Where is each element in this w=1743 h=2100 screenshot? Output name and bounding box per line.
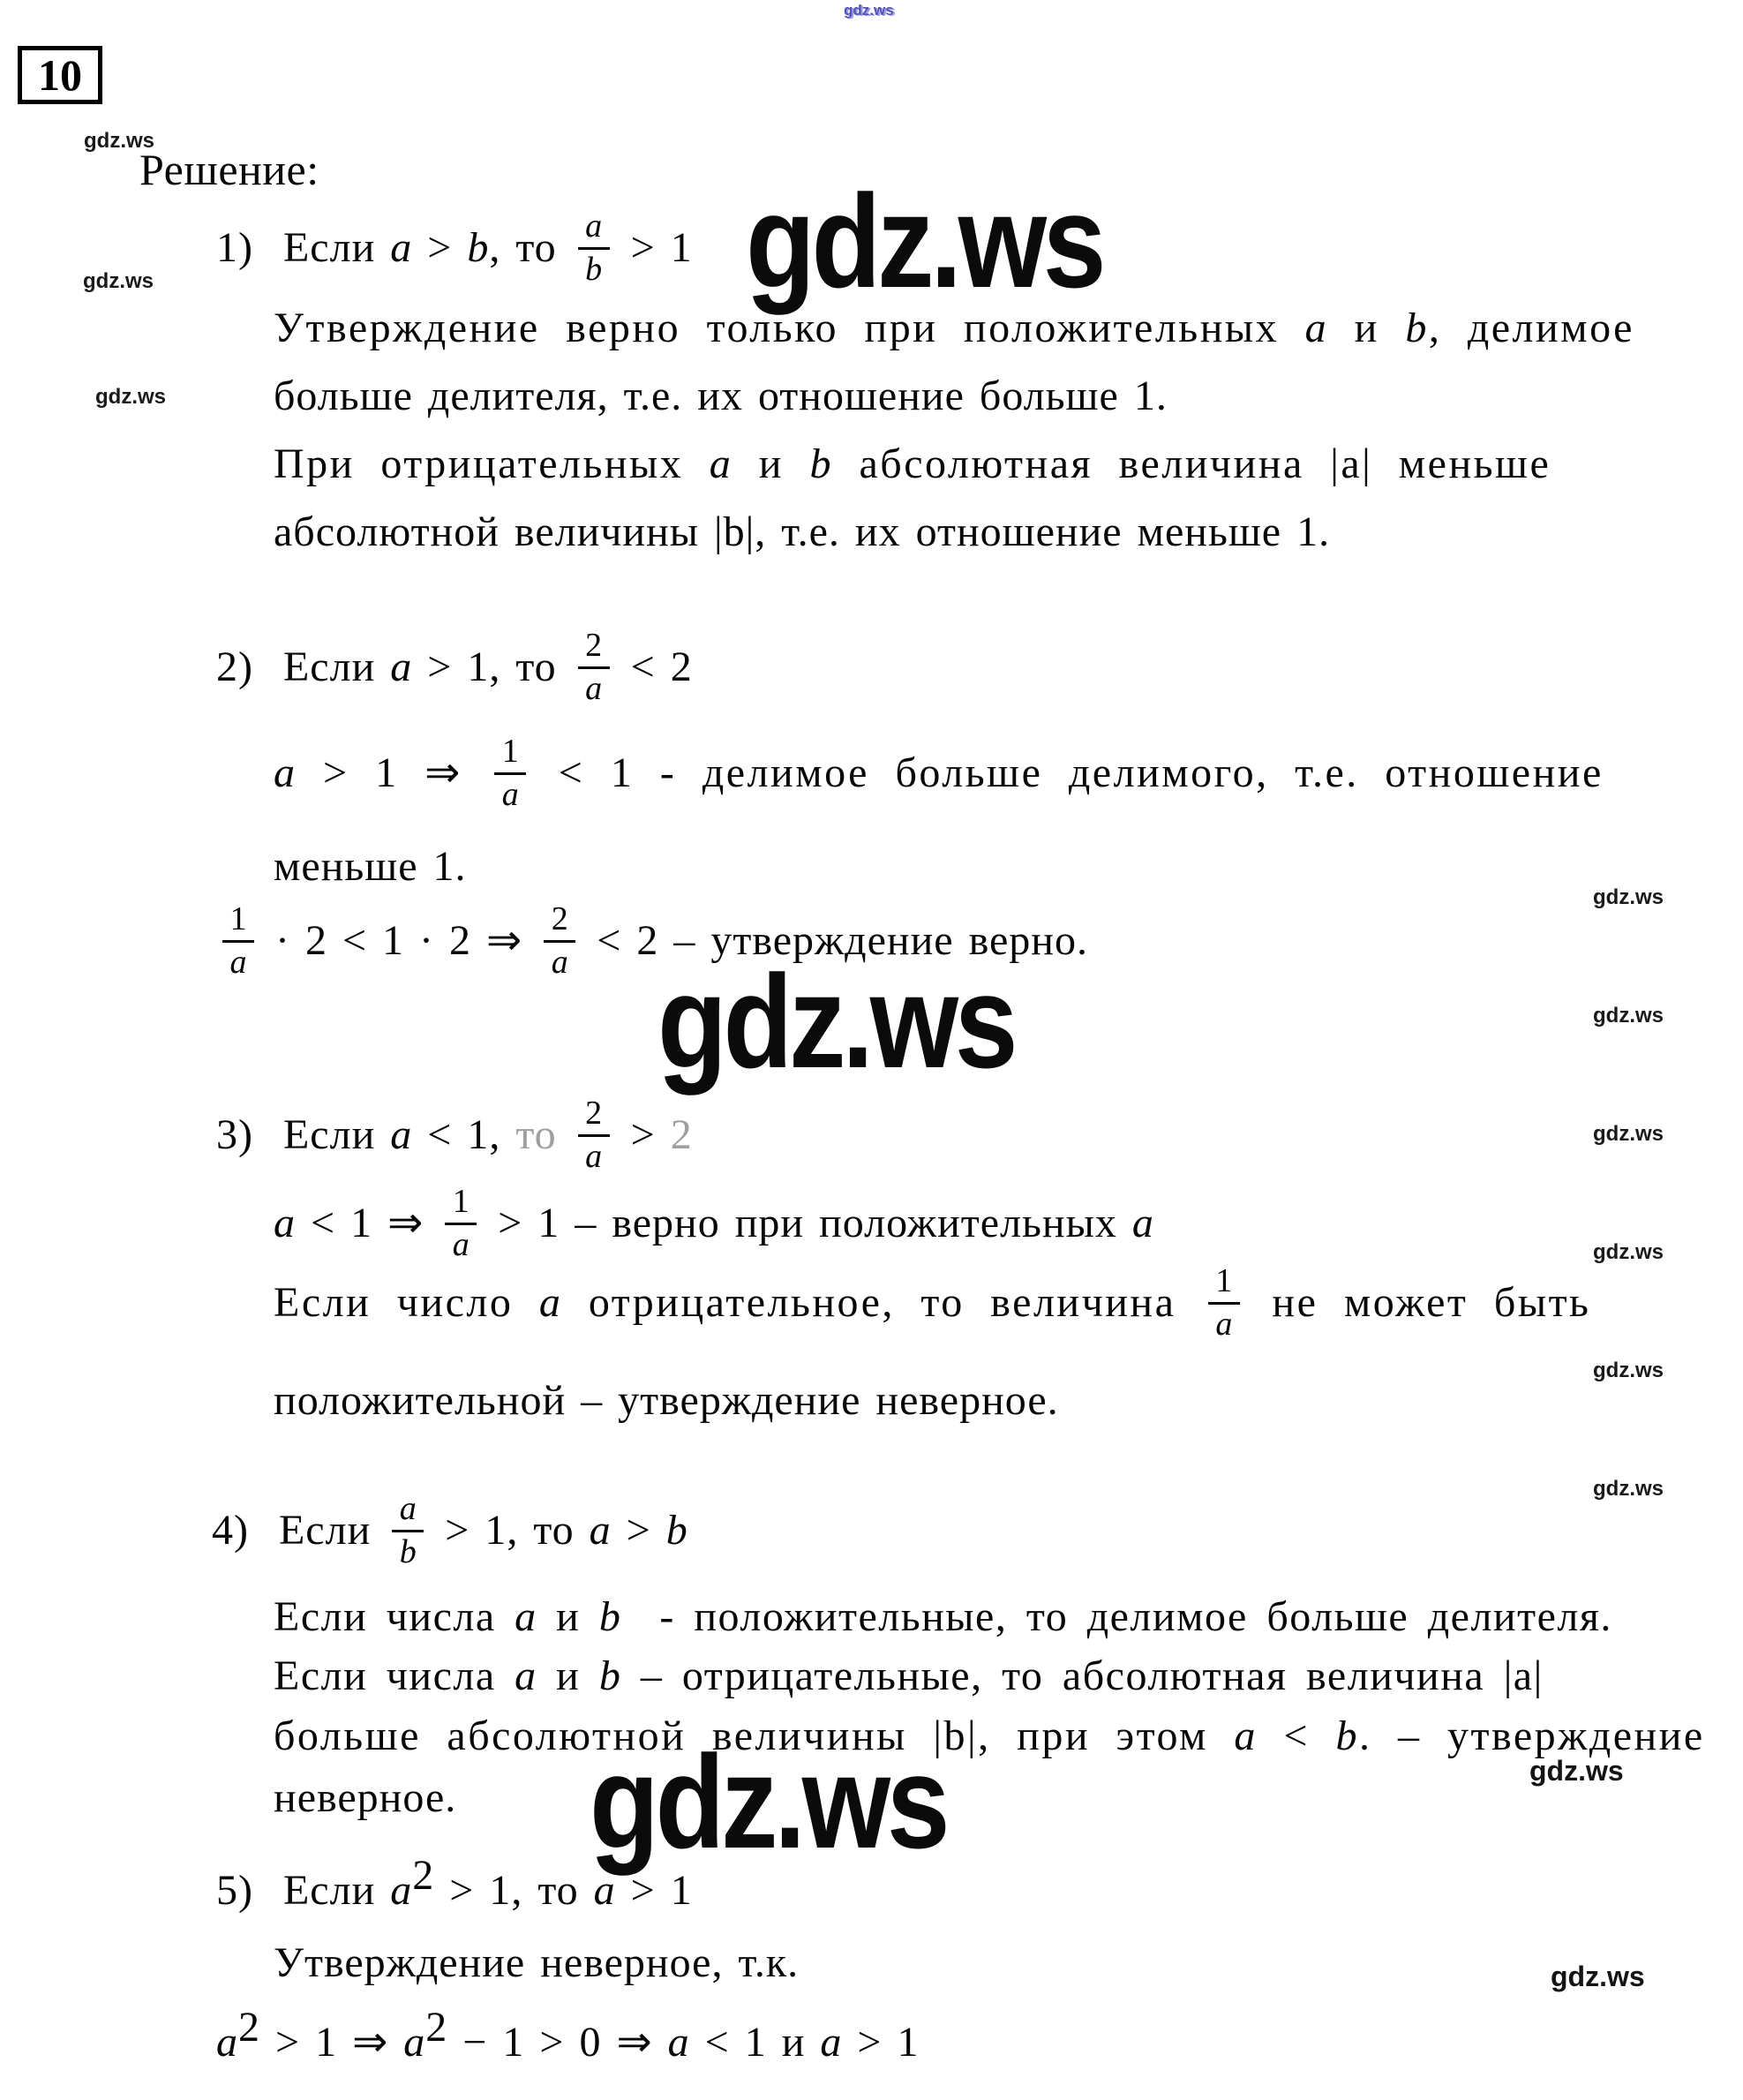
text-run: > 1 ⇒ (297, 749, 489, 797)
math-var: b (809, 440, 833, 487)
text-run: и (1328, 305, 1406, 351)
fraction-bar (544, 940, 575, 943)
fraction-bar (1208, 1302, 1240, 1305)
gdz-watermark: gdz.ws (1593, 1477, 1664, 1501)
gdz-watermark: gdz.ws (1593, 1004, 1664, 1027)
fraction-numerator: 1 (1215, 1262, 1233, 1299)
math-var: a (274, 1200, 296, 1247)
text-run: 1) (216, 224, 283, 272)
fraction (544, 902, 575, 981)
s1-line-3 (274, 440, 1551, 488)
text-run: > 1 (615, 224, 693, 272)
text-run: отрицательное, то величина (562, 1279, 1202, 1327)
s2-line-2 (274, 843, 467, 891)
fraction (222, 902, 254, 981)
text-run: 4) (212, 1507, 279, 1554)
gdz-watermark: gdz.ws (1593, 1122, 1664, 1146)
text-run: > 1, то (412, 644, 572, 691)
text-run: 2 (425, 2004, 448, 2051)
s4-line-4 (274, 1774, 456, 1822)
text-run: > 1, то (430, 1507, 590, 1554)
text-run: неверное. (274, 1774, 457, 1821)
gdz-watermark: gdz.ws (1593, 1240, 1664, 1264)
math-var: a (1131, 1200, 1154, 1247)
math-var: a (538, 1279, 563, 1327)
math-var: a (820, 2019, 843, 2066)
fraction (1208, 1264, 1240, 1343)
fraction-denominator: a (1215, 1305, 1233, 1343)
text-run: Если числа (274, 1593, 515, 1640)
fraction-bar (222, 940, 254, 943)
gdz-watermark: gdz.ws (1593, 1359, 1664, 1382)
text-run: Если числа (274, 1652, 515, 1699)
text-run: < 1 ⇒ (296, 1200, 440, 1247)
s4-line-2 (274, 1652, 1544, 1700)
math-var: b (665, 1507, 688, 1554)
text-run: Если (282, 224, 391, 272)
fraction-denominator: a (551, 943, 568, 981)
text-run: > 1 – верно при положительных (483, 1200, 1132, 1247)
text-run: − 1 > 0 ⇒ (447, 2019, 668, 2066)
text-run: < 2 (615, 644, 693, 691)
s4-line-3 (274, 1712, 1705, 1760)
text-run: > (611, 1507, 666, 1554)
item-2-head (216, 628, 693, 707)
math-var: a (216, 2019, 238, 2066)
text-run: не может быть (1245, 1279, 1591, 1327)
fraction-denominator: a (501, 775, 519, 813)
text-run: абсолютная величина |a| меньше (832, 440, 1551, 487)
item-4-head (212, 1492, 688, 1570)
text-run: 5) (216, 1867, 283, 1914)
math-var: a (274, 749, 297, 797)
fraction (392, 1492, 424, 1570)
math-var: a (390, 1867, 413, 1914)
s3-line-2 (274, 1264, 1590, 1343)
s5-line-2 (216, 2004, 920, 2066)
gdz-watermark: gdz.ws (657, 947, 1015, 1095)
solution-heading (139, 146, 319, 193)
math-var: a (403, 2019, 426, 2066)
math-var: a (390, 224, 413, 272)
math-var: a (667, 2019, 690, 2066)
gdz-watermark: gdz.ws (590, 1727, 947, 1876)
math-var: a (390, 1111, 413, 1159)
gdz-watermark: gdz.ws (1593, 885, 1664, 909)
math-var: b (598, 1593, 622, 1640)
s3-line-1 (274, 1185, 1154, 1263)
fraction-numerator: 1 (229, 900, 247, 937)
fraction-numerator: a (585, 207, 603, 245)
text-run: , делимое (1428, 305, 1634, 351)
text-run: > 1 (615, 1867, 693, 1914)
text-run: При отрицательных (274, 440, 710, 487)
gdz-watermark: gdz.ws (1551, 1961, 1645, 1992)
fraction-denominator: a (585, 669, 603, 707)
text-run: Если (282, 1111, 391, 1159)
s1-line-2 (274, 373, 1168, 420)
fraction-numerator: 2 (585, 627, 603, 664)
text-run: меньше 1. (274, 843, 467, 890)
text-run: то (515, 1111, 572, 1159)
fraction-denominator: b (399, 1532, 417, 1570)
text-run: > 1 ⇒ (260, 2019, 404, 2066)
s1-line-4 (274, 508, 1330, 556)
text-run: Если число (274, 1279, 539, 1327)
fraction (494, 734, 526, 813)
item-3-head (216, 1096, 693, 1175)
fraction (445, 1185, 477, 1263)
fraction-bar (578, 247, 610, 250)
text-run: положительной – утверждение неверное. (274, 1377, 1059, 1424)
text-run: > 1 (842, 2019, 920, 2066)
text-run: и (537, 1652, 599, 1699)
text-run: . – утверждение (1359, 1712, 1705, 1759)
fraction (578, 1096, 610, 1175)
math-var: a (589, 1507, 612, 1554)
s2-line-1 (274, 734, 1604, 813)
text-run: - положительные, то делимое больше делителя. (621, 1593, 1612, 1640)
math-var: b (1405, 305, 1429, 351)
fraction-denominator: a (452, 1225, 470, 1263)
text-run: больше абсолютной величины |b|, при этом (274, 1712, 1235, 1759)
gdz-watermark: gdz.ws (844, 2, 894, 19)
problem-number-badge: 10 (18, 46, 102, 104)
s3-line-3 (274, 1377, 1059, 1425)
text-run: < 2 – утверждение верно. (582, 917, 1088, 965)
fraction-bar (445, 1223, 477, 1225)
text-run: > (615, 1111, 671, 1159)
gdz-watermark: gdz.ws (95, 385, 167, 409)
math-var: a (1234, 1712, 1258, 1759)
gdz-watermark: gdz.ws (83, 269, 154, 293)
text-run: абсолютной величины |b|, т.е. их отношение меньше 1. (274, 508, 1331, 555)
fraction-bar (494, 772, 526, 775)
gdz-watermark: gdz.ws (1529, 1755, 1624, 1787)
text-run: – отрицательные, то абсолютная величина |a| (621, 1652, 1544, 1699)
text-run: · 2 < 1 · 2 ⇒ (260, 917, 538, 965)
math-var: a (515, 1652, 537, 1699)
fraction-denominator: b (585, 250, 603, 288)
text-run: Если (282, 644, 391, 691)
text-run: < 1 и (689, 2019, 821, 2066)
s4-line-1 (274, 1593, 1612, 1641)
item-1-head (216, 209, 693, 288)
text-run: и (733, 440, 810, 487)
fraction-bar (392, 1530, 424, 1532)
text-run: 2 (670, 1111, 693, 1159)
text-run: и (537, 1593, 599, 1640)
text-run: Утверждение неверное, т.к. (274, 1939, 800, 1986)
text-run: > (412, 224, 468, 272)
text-run: Если (278, 1507, 387, 1554)
text-run: > 1, то (434, 1867, 594, 1914)
fraction-bar (578, 666, 610, 669)
text-run: 2 (412, 1852, 435, 1899)
fraction-numerator: a (399, 1490, 417, 1527)
gdz-watermark: gdz.ws (84, 129, 155, 153)
fraction-denominator: a (585, 1137, 603, 1175)
text-run: 2) (216, 644, 283, 691)
text-run: , то (489, 224, 572, 272)
fraction-denominator: a (229, 943, 247, 981)
math-var: a (1304, 305, 1329, 351)
fraction-numerator: 1 (452, 1183, 470, 1220)
text-run: 3) (216, 1111, 283, 1159)
math-var: b (467, 224, 490, 272)
fraction-bar (578, 1134, 610, 1137)
math-var: b (598, 1652, 622, 1699)
fraction (578, 209, 610, 288)
text-run: больше делителя, т.е. их отношение больше 1. (274, 373, 1168, 419)
s5-line-1 (274, 1939, 799, 1987)
text-run: < (1257, 1712, 1336, 1759)
fraction (578, 628, 610, 707)
text-run: < 1 - делимое больше делимого, т.е. отношение (532, 749, 1604, 797)
math-var: a (709, 440, 733, 487)
math-var: a (390, 644, 413, 691)
fraction-numerator: 2 (585, 1095, 603, 1132)
math-var: a (593, 1867, 616, 1914)
math-var: b (1335, 1712, 1359, 1759)
text-run: < 1, (412, 1111, 516, 1159)
gdz-watermark: gdz.ws (746, 167, 1103, 315)
text-run: Решение: (139, 145, 319, 194)
math-var: a (515, 1593, 537, 1640)
text-run: 2 (238, 2004, 260, 2051)
text-run: Утверждение верно только при положительных (274, 305, 1305, 351)
fraction-numerator: 2 (551, 900, 568, 937)
text-run: Если (282, 1867, 391, 1914)
fraction-numerator: 1 (501, 733, 519, 770)
